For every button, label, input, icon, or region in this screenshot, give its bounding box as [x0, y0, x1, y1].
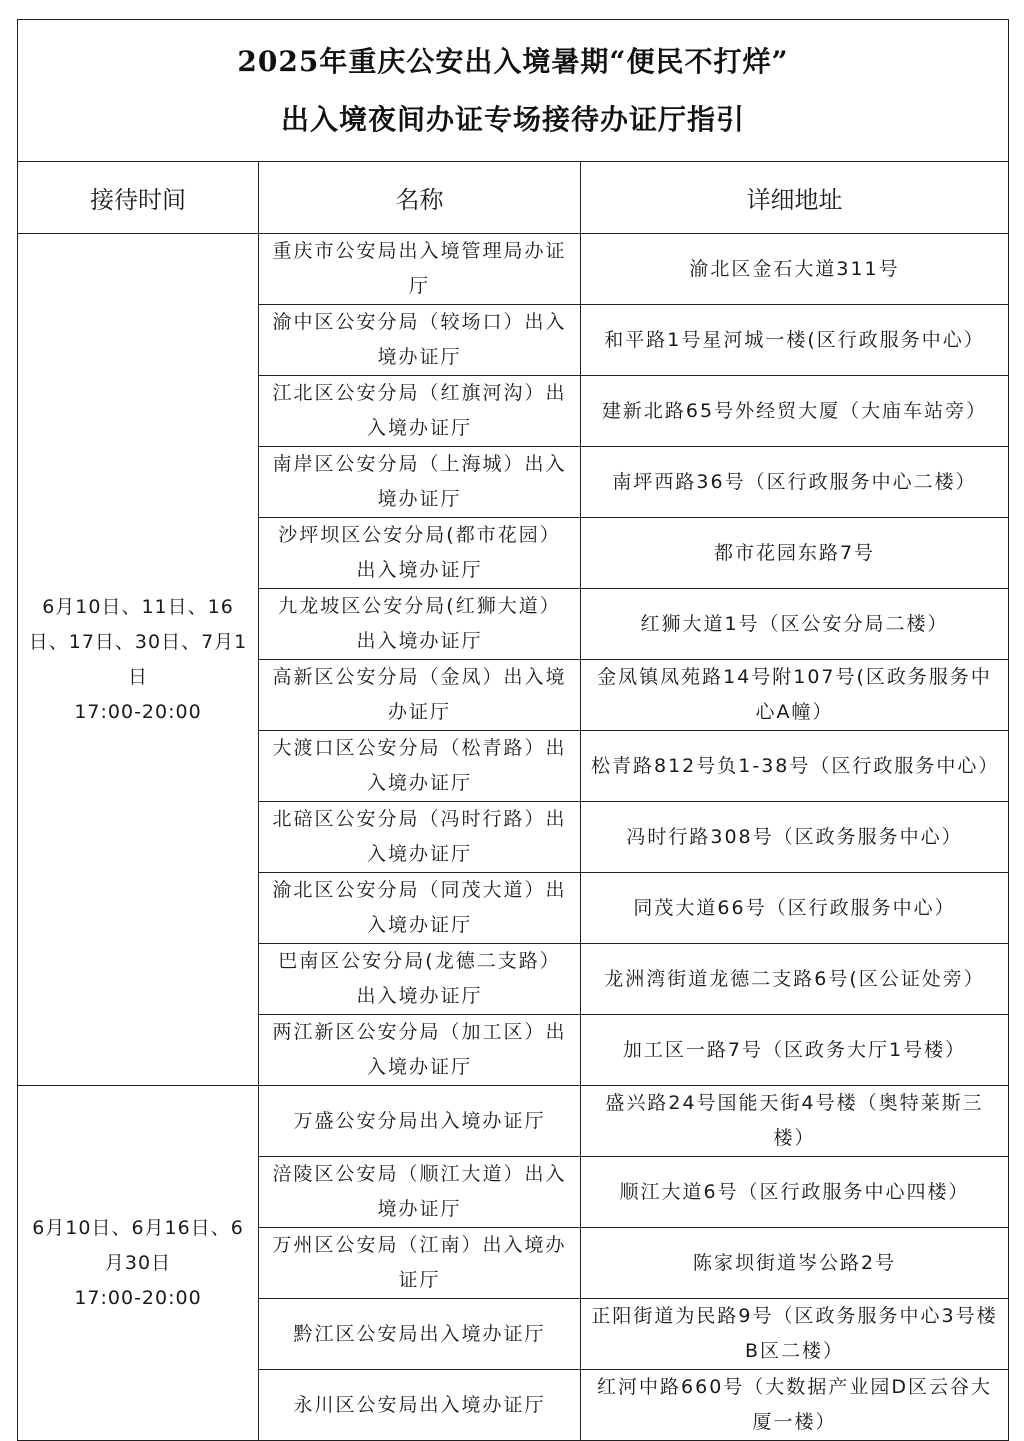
reception-dates: 6月10日、11日、16日、17日、30日、7月1日 [28, 595, 248, 688]
hall-name: 重庆市公安局出入境管理局办证厅 [259, 234, 581, 305]
hall-name: 渝北区公安分局（同茂大道）出入境办证厅 [259, 873, 581, 944]
reception-dates: 6月10日、6月16日、6月30日 [32, 1216, 244, 1274]
title-line-1: 2025年重庆公安出入境暑期“便民不打烊” [237, 44, 789, 78]
hall-name: 巴南区公安分局(龙德二支路）出入境办证厅 [259, 944, 581, 1015]
hall-name: 江北区公安分局（红旗河沟）出入境办证厅 [259, 376, 581, 447]
hall-address: 松青路812号负1-38号（区行政服务中心） [581, 731, 1009, 802]
hall-name: 两江新区公安分局（加工区）出入境办证厅 [259, 1015, 581, 1086]
hall-name: 高新区公安分局（金凤）出入境办证厅 [259, 660, 581, 731]
hall-address: 南坪西路36号（区行政服务中心二楼） [581, 447, 1009, 518]
hall-name: 涪陵区公安局（顺江大道）出入境办证厅 [259, 1157, 581, 1228]
header-row [18, 162, 1009, 234]
hall-address: 建新北路65号外经贸大厦（大庙车站旁） [581, 376, 1009, 447]
hall-address: 正阳街道为民路9号（区政务服务中心3号楼B区二楼） [581, 1299, 1009, 1370]
hall-name: 九龙坡区公安分局(红狮大道）出入境办证厅 [259, 589, 581, 660]
hall-address: 顺江大道6号（区行政服务中心四楼） [581, 1157, 1009, 1228]
hall-address: 渝北区金石大道311号 [581, 234, 1009, 305]
table-row [18, 1086, 1009, 1157]
reception-hours: 17:00-20:00 [74, 700, 202, 723]
hall-address: 金凤镇凤苑路14号附107号(区政务服务中心A幢） [581, 660, 1009, 731]
document-page [17, 19, 1008, 1441]
hall-address: 都市花园东路7号 [581, 518, 1009, 589]
hall-address: 红河中路660号（大数据产业园D区云谷大厦一楼） [581, 1370, 1009, 1441]
hall-name: 渝中区公安分局（较场口）出入境办证厅 [259, 305, 581, 376]
reception-hours: 17:00-20:00 [74, 1286, 202, 1309]
hall-address: 陈家坝街道岑公路2号 [581, 1228, 1009, 1299]
hall-name: 沙坪坝区公安分局(都市花园）出入境办证厅 [259, 518, 581, 589]
hall-name: 万盛公安分局出入境办证厅 [259, 1086, 581, 1157]
title-row [18, 20, 1009, 162]
hall-address: 红狮大道1号（区公安分局二楼） [581, 589, 1009, 660]
hall-address: 盛兴路24号国能天街4号楼（奥特莱斯三楼） [581, 1086, 1009, 1157]
hall-name: 黔江区公安局出入境办证厅 [259, 1299, 581, 1370]
hall-address: 同茂大道66号（区行政服务中心） [581, 873, 1009, 944]
hall-address: 和平路1号星河城一楼(区行政服务中心） [581, 305, 1009, 376]
hall-name: 万州区公安局（江南）出入境办证厅 [259, 1228, 581, 1299]
service-hall-table [17, 19, 1009, 1441]
table-row [18, 234, 1009, 305]
hall-address: 龙洲湾街道龙德二支路6号(区公证处旁） [581, 944, 1009, 1015]
title-line-2: 出入境夜间办证专场接待办证厅指引 [281, 102, 746, 136]
hall-address: 加工区一路7号（区政务大厅1号楼） [581, 1015, 1009, 1086]
hall-name: 永川区公安局出入境办证厅 [259, 1370, 581, 1441]
header-time: 接待时间 [18, 162, 259, 234]
hall-name: 北碚区公安分局（冯时行路）出入境办证厅 [259, 802, 581, 873]
hall-name: 南岸区公安分局（上海城）出入境办证厅 [259, 447, 581, 518]
hall-address: 冯时行路308号（区政务服务中心） [581, 802, 1009, 873]
document-title [18, 20, 1009, 162]
header-name: 名称 [259, 162, 581, 234]
reception-time-cell [18, 1086, 259, 1441]
header-address: 详细地址 [581, 162, 1009, 234]
hall-name: 大渡口区公安分局（松青路）出入境办证厅 [259, 731, 581, 802]
reception-time-cell [18, 234, 259, 1086]
